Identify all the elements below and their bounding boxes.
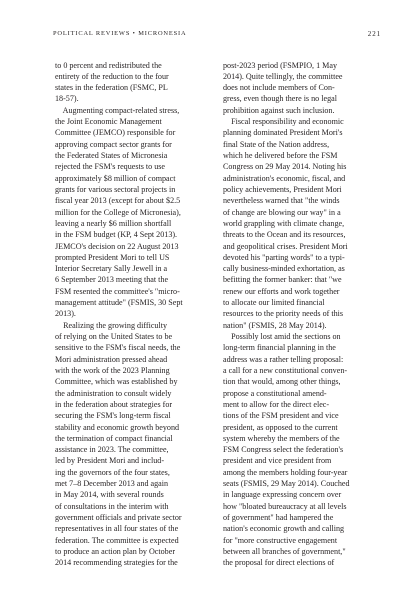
text-line: met 7–8 December 2013 and again xyxy=(55,479,169,489)
text-line: and geopolitical crises. President Mori xyxy=(223,241,348,251)
text-line: long-term financial planning in the xyxy=(223,343,336,353)
text-line: stability and economic growth beyond xyxy=(55,422,180,432)
text-line: JEMCO's decision on 22 August 2013 xyxy=(55,241,179,251)
text-line: system whereby the members of the xyxy=(223,433,340,443)
text-line: ment to allow for the direct elec- xyxy=(223,399,330,409)
text-line: the Joint Economic Management xyxy=(55,117,162,127)
text-line: resources to the priority needs of this xyxy=(223,309,344,319)
text-line: Mori administration pressed ahead xyxy=(55,354,168,364)
text-line: the proposal for direct elections of xyxy=(223,558,335,568)
text-line: Possibly lost amid the sections on xyxy=(223,332,341,341)
running-header xyxy=(53,30,381,44)
text-line: of government" had hampered the xyxy=(223,513,334,522)
text-line: the termination of compact financial xyxy=(55,433,173,443)
text-line: securing the FSM's long-term fiscal xyxy=(55,411,171,421)
text-line: for "more constructive engagement xyxy=(223,535,338,545)
text-line: the Federated States of Micronesia xyxy=(55,151,168,160)
text-line: Augmenting compact-related stress, xyxy=(55,105,180,115)
text-line: grants for various sectoral projects in xyxy=(55,184,176,194)
text-line: seats (FSMIS, 29 May 2014). Couched xyxy=(223,479,350,489)
text-line: nation's economic growth and calling xyxy=(223,524,345,534)
text-line: threats to the Ocean and its resources, xyxy=(223,230,346,240)
text-line: rejected the FSM's requests to use xyxy=(55,162,166,172)
text-line: propose a constitutional amend- xyxy=(223,388,327,398)
text-line: 6 September 2013 meeting that the xyxy=(55,275,169,285)
text-line: president and vice president from xyxy=(223,456,332,466)
text-line: nevertheless warned that "the winds xyxy=(223,196,340,206)
text-line: to allocate our limited financial xyxy=(223,298,325,308)
text-line: states in the federation (FSMC, PL xyxy=(55,83,168,93)
left-column xyxy=(55,60,213,569)
text-line: FSM resented the committee's "micro- xyxy=(55,286,180,296)
text-line: to 0 percent and redistributed the xyxy=(55,60,162,70)
text-line: a call for a new constitutional conven- xyxy=(223,365,348,375)
text-line: post-2023 period (FSMPIO, 1 May xyxy=(223,60,337,70)
text-line: 18-57). xyxy=(55,94,79,104)
text-line: of consultations in the interim with xyxy=(55,501,169,511)
text-line: administration's economic, fiscal, and xyxy=(223,173,346,183)
text-line: which he delivered before the FSM xyxy=(223,151,338,160)
text-line: nation" (FSMIS, 28 May 2014). xyxy=(223,320,327,330)
text-line: in May 2014, with several rounds xyxy=(55,490,164,500)
text-line: assistance in 2023. The committee, xyxy=(55,445,169,455)
text-line: in the federation about strategies for xyxy=(55,399,173,409)
text-line: to produce an action plan by October xyxy=(55,546,176,556)
text-line: approximately $8 million of compact xyxy=(55,173,176,183)
text-line: cally business-minded exhortation, as xyxy=(223,264,345,274)
text-line: address was a rather telling proposal: xyxy=(223,354,344,364)
text-line: leaving a nearly $6 million shortfall xyxy=(55,218,172,228)
text-line: million for the College of Micronesia), xyxy=(55,207,181,217)
text-line: does not include members of Con- xyxy=(223,83,335,93)
text-line: of change are blowing our way" in a xyxy=(223,207,341,217)
text-line: prompted President Mori to tell US xyxy=(55,252,170,262)
text-line: led by President Mori and includ- xyxy=(55,456,165,466)
text-line: 2014 recommending strategies for the xyxy=(55,558,178,568)
text-line: with the work of the 2023 Planning xyxy=(55,365,170,375)
text-line: policy achievements, President Mori xyxy=(223,184,342,194)
text-line: world grappling with climate change, xyxy=(223,218,345,228)
text-line: federation. The committee is expected xyxy=(55,535,179,545)
text-line: approving compact sector grants for xyxy=(55,139,172,149)
text-line: management attitude" (FSMIS, 30 Sept xyxy=(55,298,183,308)
text-line: Committee, which was established by xyxy=(55,377,178,387)
text-line: 2013). xyxy=(55,309,76,319)
text-line: befitting the former banker: that "we xyxy=(223,275,342,285)
right-column xyxy=(223,60,381,569)
text-line: Committee (JEMCO) responsible for xyxy=(55,128,176,138)
text-line: tion that would, among other things, xyxy=(223,377,341,387)
text-line: Congress on 29 May 2014. Noting his xyxy=(223,162,347,172)
running-head: POLITICAL REVIEWS • MICRONESIA xyxy=(53,30,187,37)
text-line: sensitive to the FSM's fiscal needs, the xyxy=(55,343,181,353)
text-line: 2014). Quite tellingly, the committee xyxy=(223,71,343,81)
text-line: final State of the Nation address, xyxy=(223,139,330,149)
text-line: Interior Secretary Sally Jewell in a xyxy=(55,264,168,274)
text-line: in language expressing concern over xyxy=(223,490,342,500)
text-line: president, as opposed to the current xyxy=(223,422,338,432)
text-line: planning dominated President Mori's xyxy=(223,128,343,138)
text-line: tions of the FSM president and vice xyxy=(223,411,339,421)
text-line: fiscal year 2013 (except for about $2.5 xyxy=(55,196,181,206)
text-line: government officials and private sector xyxy=(55,513,182,522)
page-number: 221 xyxy=(367,30,381,38)
text-line: representatives in all four states of the xyxy=(55,524,179,534)
text-line: FSM Congress select the federation's xyxy=(223,445,344,455)
text-line: gress, even though there is no legal xyxy=(223,94,337,104)
text-line: the administration to consult widely xyxy=(55,388,172,398)
text-line: devoted his "parting words" to a typi- xyxy=(223,252,345,262)
text-line: among the members holding four-year xyxy=(223,467,348,477)
text-line: of relying on the United States to be xyxy=(55,332,173,341)
text-line: ing the governors of the four states, xyxy=(55,467,170,477)
text-line: Fiscal responsibility and economic xyxy=(223,117,344,127)
text-line: prohibition against such inclusion. xyxy=(223,105,335,115)
text-line: Realizing the growing difficulty xyxy=(55,320,168,330)
text-line: between all branches of government," xyxy=(223,546,346,556)
text-line: in the FSM budget (KP, 4 Sept 2013). xyxy=(55,230,178,240)
text-line: renew our efforts and work together xyxy=(223,286,340,296)
text-line: entirety of the reduction to the four xyxy=(55,71,169,81)
text-line: how "bloated bureaucracy at all levels xyxy=(223,501,347,511)
